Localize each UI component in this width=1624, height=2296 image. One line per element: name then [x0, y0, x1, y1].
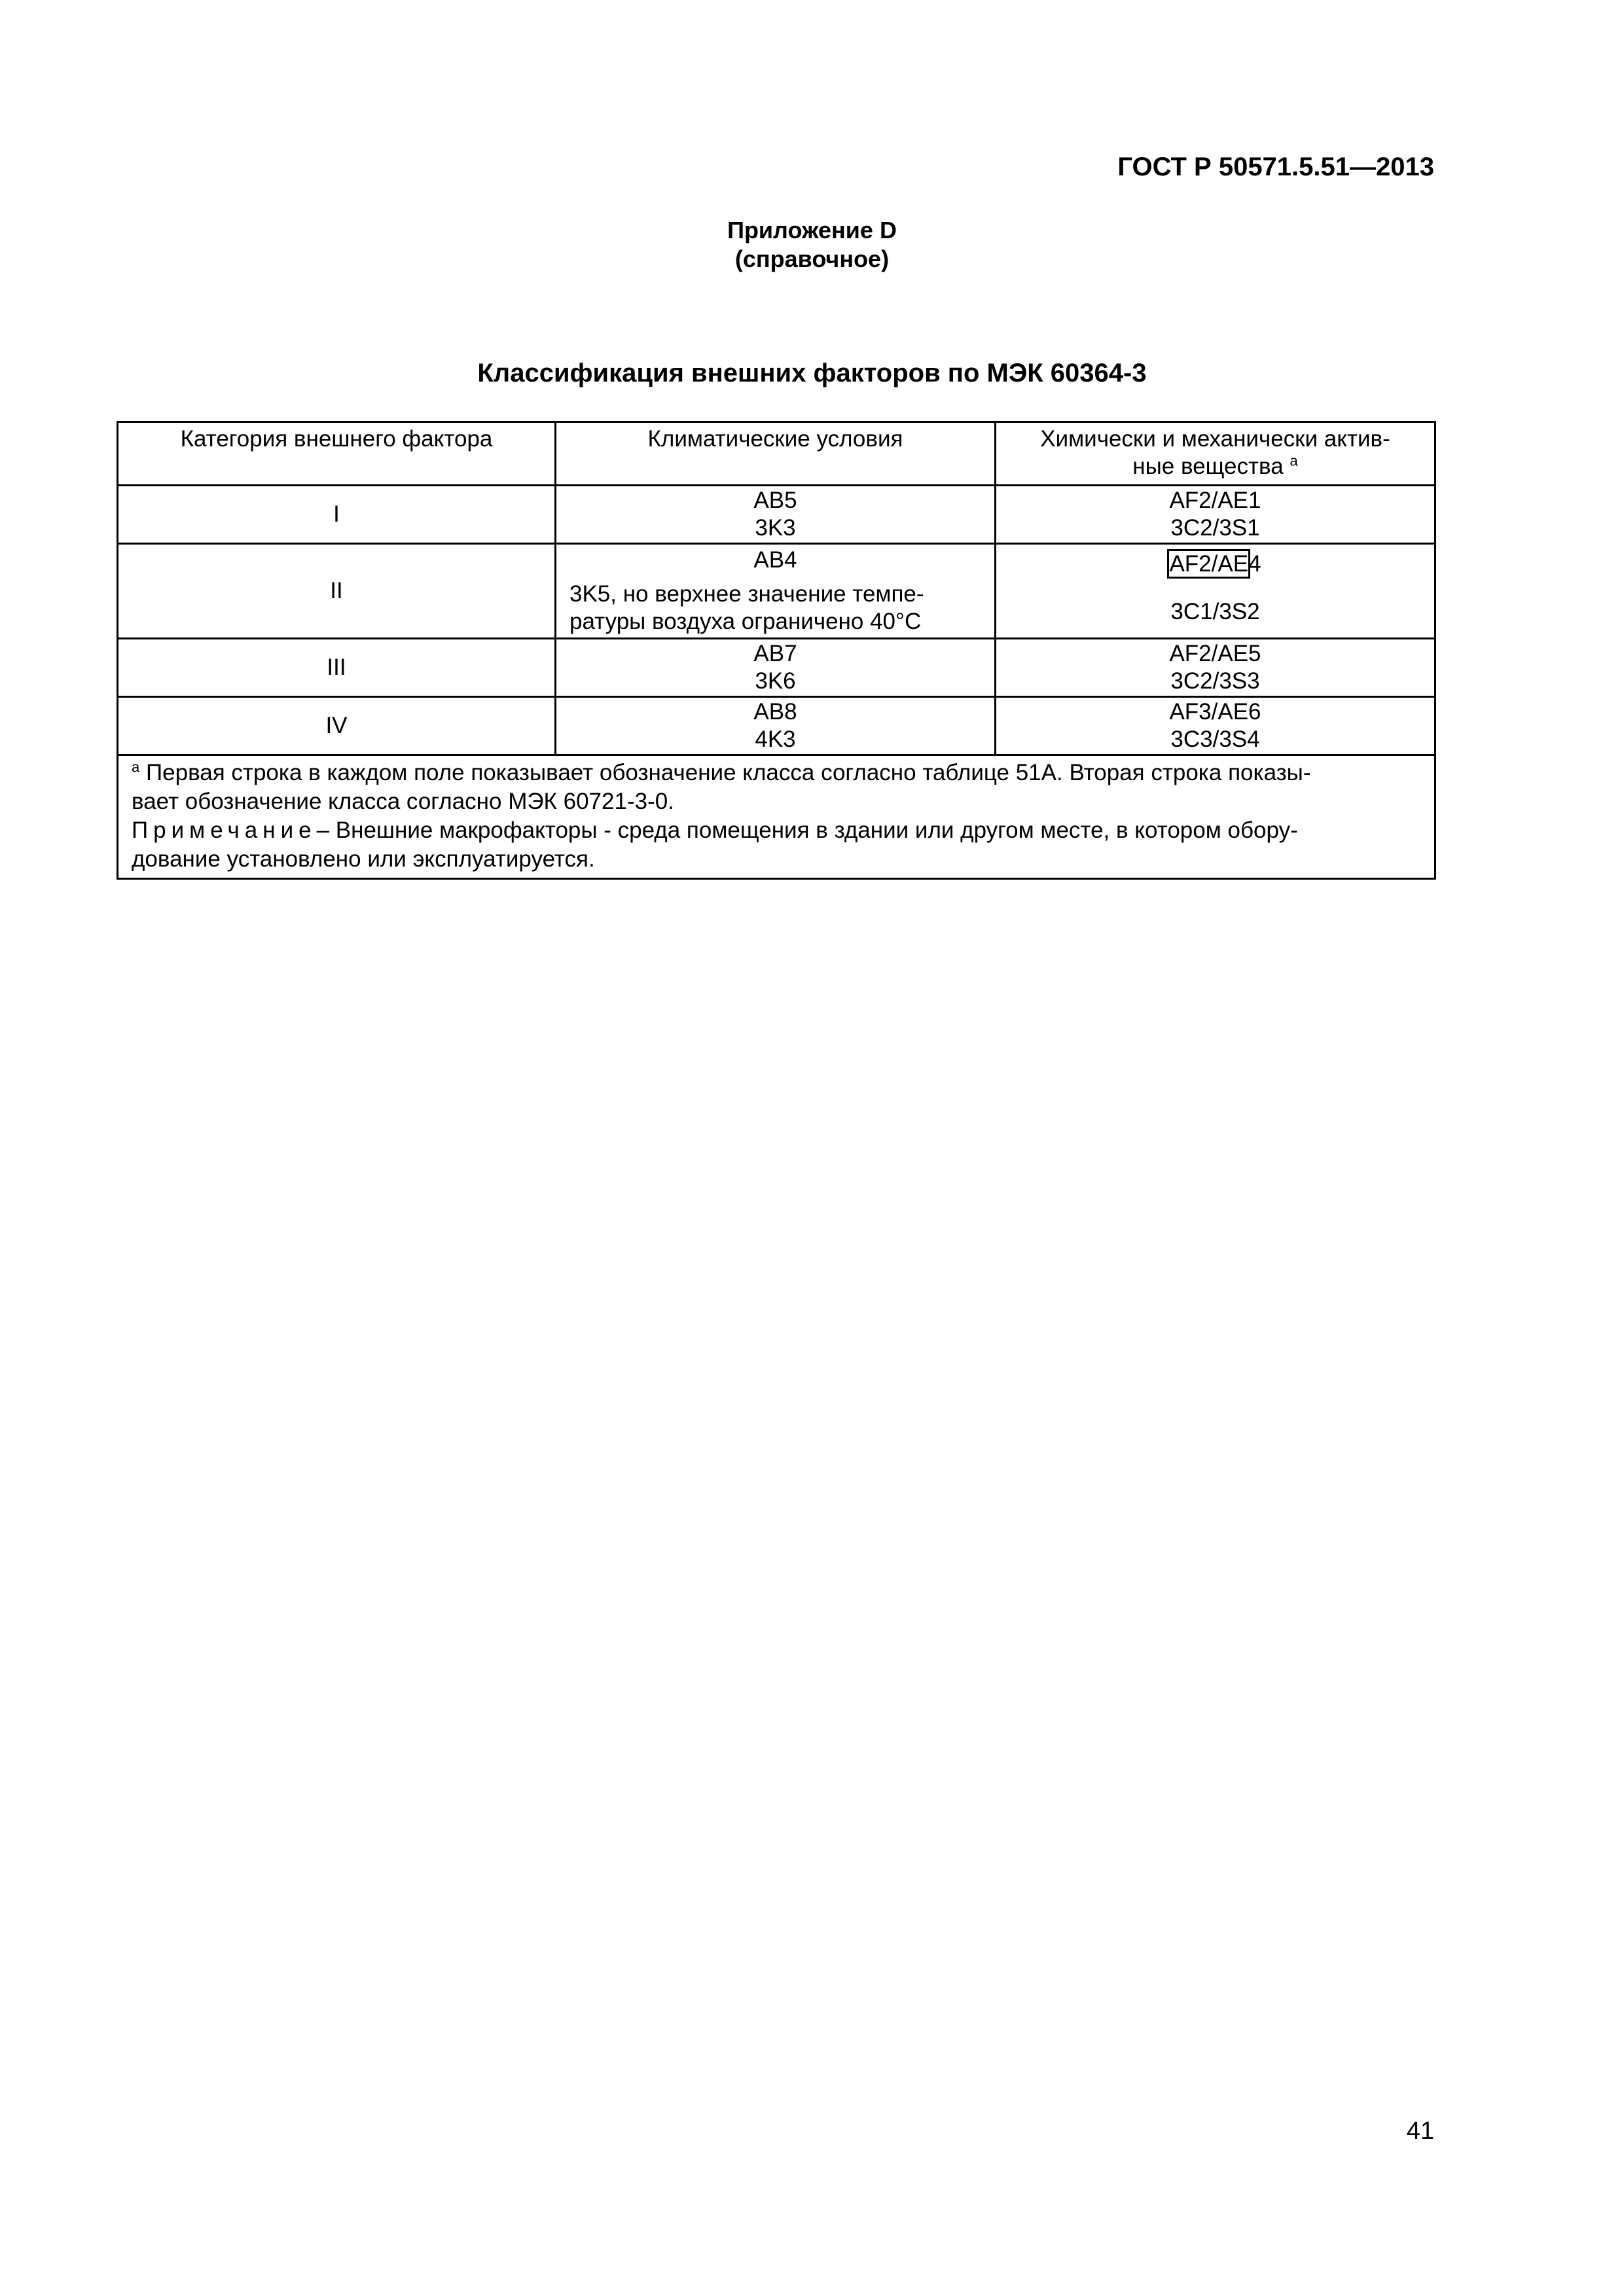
chemical-value: 3C2/3S3 [1170, 668, 1260, 694]
table-footnote [118, 755, 1435, 879]
column-header-chemical [996, 422, 1435, 486]
page-number: 41 [1406, 2117, 1434, 2145]
chemical-cell [996, 486, 1435, 544]
chemical-cell [996, 544, 1435, 639]
climate-value: 3K3 [755, 515, 796, 541]
chemical-value-suffix: 4 [1248, 550, 1261, 577]
chemical-value: 3C1/3S2 [1170, 598, 1260, 624]
note-line: дование установлено или эксплуатируется. [132, 846, 595, 872]
chemical-value: AF3/AE6 [1169, 699, 1261, 725]
footnote-text: Первая строка в каждом поле показывает обозначение класса согласно таблице 51A. Вторая строка показы- [145, 760, 1311, 785]
table-title: Классификация внешних факторов по МЭК 60364-3 [477, 359, 1147, 387]
category-cell: II [118, 544, 556, 639]
climate-value: AB5 [753, 488, 797, 513]
appendix-title: Приложение D [727, 217, 897, 243]
climate-cell [556, 544, 996, 639]
column-header-climate-text: Климатические условия [647, 426, 903, 452]
column-header-climate [556, 422, 996, 486]
chemical-cell [996, 639, 1435, 697]
note-line [132, 816, 1421, 845]
climate-value-line: ратуры воздуха ограничено 40°C [569, 609, 922, 634]
table-row [118, 486, 1435, 544]
climate-value-multiline [569, 581, 981, 636]
column-header-category-text: Категория внешнего фактора [180, 426, 493, 452]
climate-cell [556, 639, 996, 697]
appendix-heading [0, 216, 1624, 274]
appendix-subtitle: (справочное) [734, 245, 890, 272]
highlighted-selection: AF2/AE [1169, 550, 1249, 577]
header-line [1009, 453, 1421, 480]
column-header-chemical-text [1009, 425, 1421, 480]
climate-value-line: 3K5, но верхнее значение темпе- [569, 581, 924, 607]
chemical-value: AF2/AE5 [1169, 641, 1261, 666]
footnote-line: вает обозначение класса согласно МЭК 60721-3-0. [132, 789, 674, 814]
note-label: Примечание [132, 817, 317, 843]
climate-value: 4K3 [755, 726, 796, 752]
category-cell: III [118, 639, 556, 697]
climate-value: 3K6 [755, 668, 796, 694]
climate-cell [556, 486, 996, 544]
header-line: Химически и механически актив- [1040, 426, 1390, 452]
table-row [118, 697, 1435, 755]
table-header-row [118, 422, 1435, 486]
header-line-text: ные вещества [1132, 454, 1284, 479]
chemical-value: AF2/AE1 [1169, 488, 1261, 513]
climate-value: AB7 [753, 641, 797, 666]
footnote-marker: a [132, 759, 140, 776]
column-header-category [118, 422, 556, 486]
table-row [118, 544, 1435, 639]
chemical-value [1009, 550, 1421, 578]
category-cell: IV [118, 697, 556, 755]
category-cell: I [118, 486, 556, 544]
climate-value: AB8 [753, 699, 797, 725]
table-footnote-row [118, 755, 1435, 879]
chemical-value: 3C3/3S4 [1170, 726, 1260, 752]
chemical-cell [996, 697, 1435, 755]
table-row [118, 639, 1435, 697]
document-number: ГОСТ Р 50571.5.51—2013 [1117, 152, 1434, 181]
climate-value: AB4 [753, 547, 797, 573]
classification-table [117, 421, 1436, 880]
chemical-value: 3C2/3S1 [1170, 515, 1260, 541]
climate-cell [556, 697, 996, 755]
note-text: – Внешние макрофакторы - среда помещения в здании или другом месте, в котором обору- [316, 817, 1298, 843]
footnote-line [132, 759, 1421, 787]
footnote-marker: a [1290, 452, 1298, 469]
